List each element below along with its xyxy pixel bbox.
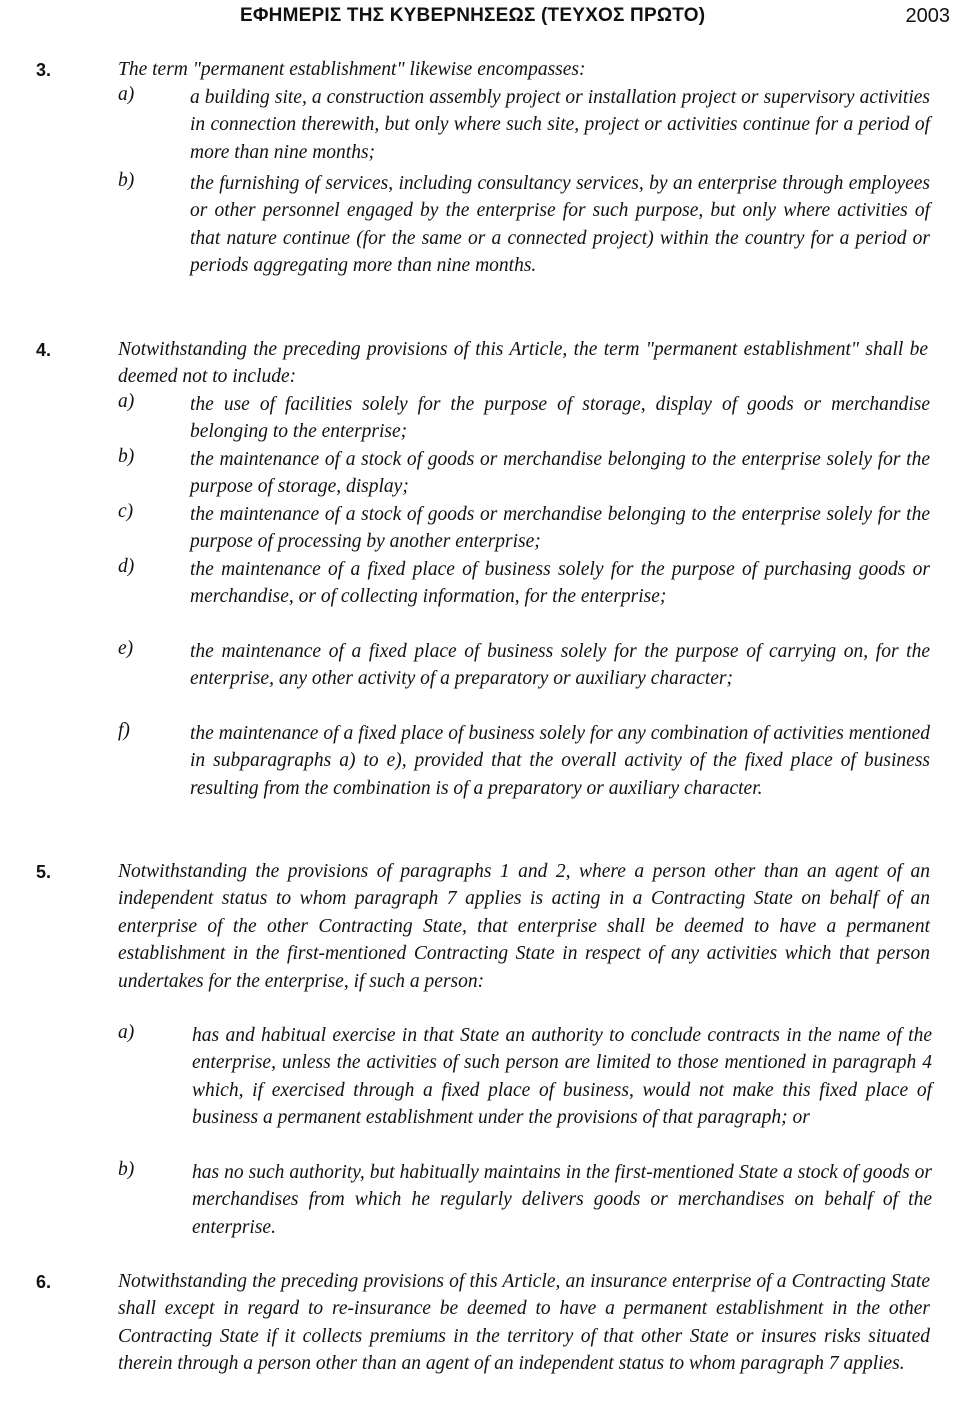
list-letter: a): [118, 84, 135, 105]
gazette-title: ΕΦΗΜΕΡΙΣ ΤΗΣ ΚΥΒΕΡΝΗΣΕΩΣ (ΤΕΥΧΟΣ ΠΡΩΤΟ): [240, 5, 706, 26]
list-letter: a): [118, 391, 135, 412]
list-item-text: a building site, a construction assembly project or installation project or supervisory activities in connection therewith, but only where such site, project or activities continue for a period of more than nine months;: [190, 87, 930, 163]
list-item-text: the use of facilities solely for the purpose of storage, display of goods or merchandise belonging to the enterprise;: [190, 394, 930, 443]
list-item-text: has and habitual exercise in that State an authority to conclude contracts in the name of the enterprise, unless the activities of such person are limited to those mentioned in paragraph 4 which, if exercised through a fixed place of business, would not make this fixed place of business a permanent establishment under the provisions of that paragraph; or: [192, 1025, 932, 1129]
list-item-text: the maintenance of a fixed place of business solely for any combination of activities mentioned in subparagraphs a) to e), provided that the overall activity of the fixed place of business resulting from the combination is of a preparatory or auxiliary character.: [190, 723, 930, 799]
list-item-text: the maintenance of a stock of goods or merchandise belonging to the enterprise solely for the purpose of processing by another enterprise;: [190, 504, 930, 553]
paragraph-number: 5.: [36, 862, 52, 882]
paragraph-intro: Notwithstanding the preceding provisions of this Article, the term "permanent establishment" shall be deemed not to include:: [118, 339, 928, 388]
list-item-text: the maintenance of a stock of goods or merchandise belonging to the enterprise solely for the purpose of storage, display;: [190, 449, 930, 498]
list-letter: f): [118, 720, 130, 741]
list-letter: d): [118, 556, 135, 577]
list-letter: a): [118, 1022, 135, 1043]
paragraph-number: 6.: [36, 1272, 52, 1292]
list-item-text: has no such authority, but habitually maintains in the first-mentioned State a stock of goods or merchandises from which he regularly delivers goods or merchandises on behalf of the enterprise.: [192, 1162, 932, 1238]
paragraph-number: 3.: [36, 60, 52, 80]
list-letter: b): [118, 170, 135, 191]
paragraph-text: Notwithstanding the preceding provisions of this Article, an insurance enterprise of a Contracting State shall except in regard to re-insurance be deemed to have a permanent establishment in the other Contracting State if it collects premiums in the territory of that other State or insures risks situated therein through a person other than an agent of an independent status to whom paragraph 7 applies.: [118, 1271, 930, 1375]
paragraph-intro: Notwithstanding the provisions of paragraphs 1 and 2, where a person other than an agent of an independent status to whom paragraph 7 applies is acting in a Contracting State on behalf of an enterprise of the other Contracting State, that enterprise shall be deemed to have a permanent establishment in the first-mentioned Contracting State in respect of any activities which that person undertakes for the enterprise, if such a person:: [118, 861, 930, 992]
list-letter: e): [118, 638, 134, 659]
list-item-text: the maintenance of a fixed place of business solely for the purpose of purchasing goods or merchandise, or of collecting information, for the enterprise;: [190, 559, 930, 608]
list-letter: c): [118, 501, 134, 522]
paragraph-intro: The term "permanent establishment" likewise encompasses:: [118, 59, 586, 80]
list-item-text: the maintenance of a fixed place of business solely for the purpose of carrying on, for the enterprise, any other activity of a preparatory or auxiliary character;: [190, 641, 930, 690]
list-letter: b): [118, 446, 135, 467]
page-number: 2003: [905, 5, 950, 27]
page-header: [0, 2, 960, 30]
paragraph-number: 4.: [36, 340, 52, 360]
list-item-text: the furnishing of services, including consultancy services, by an enterprise through employees or other personnel engaged by the enterprise for such purpose, but only where activities of that nature continue (for the same or a connected project) within the country for a period or periods aggregating more than nine months.: [190, 173, 930, 277]
list-letter: b): [118, 1159, 135, 1180]
